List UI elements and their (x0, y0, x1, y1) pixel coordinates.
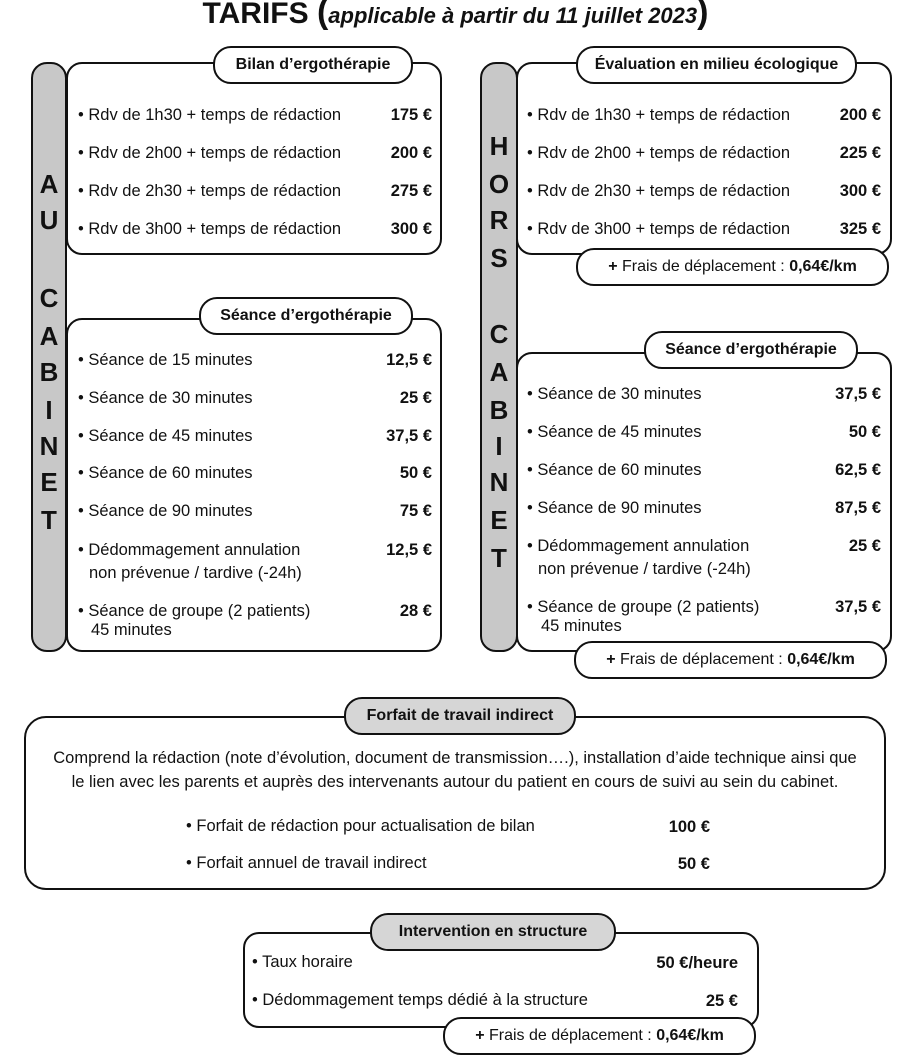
seance-hors-item-label: • Séance de 90 minutes (527, 499, 702, 517)
au-cabinet-letter: C (39, 283, 59, 313)
seance-au-item-line2: 45 minutes (91, 621, 172, 639)
intervention-item-price: 25 € (705, 992, 738, 1010)
bilan-item-price: 300 € (390, 220, 432, 238)
hors-cabinet-letter: T (491, 543, 507, 573)
bilan-item-label: • Rdv de 3h00 + temps de rédaction (78, 220, 342, 238)
title-open-paren: ( (316, 0, 329, 31)
seance-hors-item-line2: 45 minutes (541, 617, 622, 635)
forfait-item-label: • Forfait annuel de travail indirect (186, 854, 427, 872)
hors-cabinet-letter: C (489, 319, 509, 349)
evaluation-box (516, 62, 892, 255)
seance-au-item-label: • Séance de 45 minutes (78, 427, 253, 445)
title-main: TARIFS (202, 0, 309, 30)
seance-au-item-label: • Séance de 60 minutes (78, 464, 253, 482)
forfait-description-line1: Comprend la rédaction (note d’évolution, document de transmission….), installation d’aide technique ainsi que (53, 749, 857, 767)
intervention-item-label: • Dédommagement temps dédié à la structure (252, 991, 588, 1009)
seance-au-header: Séance d’ergothérapie (199, 297, 413, 335)
page-title (0, 0, 911, 34)
seance-hors-item-label: • Dédommagement annulation (527, 537, 750, 555)
seance-au-item-label: • Séance de 30 minutes (78, 389, 253, 407)
evaluation-item-price: 300 € (839, 182, 881, 200)
fee-text: Frais de déplacement : (617, 258, 790, 275)
seance-hors-item-label: • Séance de 30 minutes (527, 385, 702, 403)
seance-au-box (66, 318, 442, 652)
hors-cabinet-letter: A (489, 357, 509, 387)
bilan-item-label: • Rdv de 2h00 + temps de rédaction (78, 144, 342, 162)
evaluation-item-price: 225 € (839, 144, 881, 162)
seance-au-item-price: 28 € (399, 602, 432, 620)
seance-hors-header: Séance d’ergothérapie (644, 331, 858, 369)
seance-au-item-price: 37,5 € (386, 427, 432, 445)
seance-au-item-price: 75 € (399, 502, 432, 520)
evaluation-header: Évaluation en milieu écologique (576, 46, 857, 84)
evaluation-item-label: • Rdv de 2h30 + temps de rédaction (527, 182, 791, 200)
bilan-item-price: 175 € (390, 106, 432, 124)
seance-au-item-label: • Séance de 15 minutes (78, 351, 253, 369)
evaluation-item-label: • Rdv de 2h00 + temps de rédaction (527, 144, 791, 162)
forfait-description-line2: le lien avec les parents et auprès des intervenants autour du patient en cours de suivi au sein du cabinet. (71, 773, 839, 791)
evaluation-item-price: 200 € (839, 106, 881, 124)
au-cabinet-letter: T (41, 505, 57, 535)
seance-hors-item-price: 62,5 € (835, 461, 881, 479)
fee-text: Frais de déplacement : (484, 1027, 657, 1044)
bilan-box (66, 62, 442, 255)
hors-cabinet-letter: N (489, 467, 509, 497)
hors-cabinet-letter: I (495, 431, 503, 461)
au-cabinet-letter: N (39, 431, 59, 461)
fee-plus: + (475, 1027, 485, 1044)
intervention-header: Intervention en structure (370, 913, 616, 951)
seance-au-item-price: 12,5 € (386, 351, 432, 369)
evaluation-item-label: • Rdv de 3h00 + temps de rédaction (527, 220, 791, 238)
seance-hors-item-price: 37,5 € (835, 598, 881, 616)
fee-plus: + (608, 258, 618, 275)
title-close-paren: ) (697, 0, 709, 31)
hors-cabinet-letter: H (489, 131, 509, 161)
seance-hors-item-price: 37,5 € (835, 385, 881, 403)
hors-cabinet-letter: E (490, 505, 508, 535)
seance-au-item-price: 50 € (399, 464, 432, 482)
fee-plus: + (606, 651, 616, 668)
intervention-travel-fee (443, 1017, 756, 1055)
hors-cabinet-bar (480, 62, 518, 652)
hors-cabinet-letter: O (488, 169, 510, 199)
hors-cabinet-letter: R (489, 205, 509, 235)
forfait-item-label: • Forfait de rédaction pour actualisation de bilan (186, 817, 535, 835)
seance-hors-item-price: 50 € (848, 423, 881, 441)
fee-value: 0,64€/km (787, 651, 855, 668)
bilan-item-price: 275 € (390, 182, 432, 200)
seance-au-item-label: • Séance de groupe (2 patients) (78, 602, 311, 620)
fee-value: 0,64€/km (789, 258, 857, 275)
seance-hors-box (516, 352, 892, 652)
seance-hors-item-label: • Séance de 60 minutes (527, 461, 702, 479)
seance-hors-item-label: • Séance de groupe (2 patients) (527, 598, 760, 616)
au-cabinet-letter: A (39, 321, 59, 351)
forfait-item-price: 50 € (677, 855, 710, 873)
title-subtitle: applicable à partir du 11 juillet 2023 (328, 3, 698, 28)
fee-text: Frais de déplacement : (615, 651, 788, 668)
hors-cabinet-letter: S (490, 243, 508, 273)
au-cabinet-letter: B (39, 357, 59, 387)
seance-hors-item-price: 87,5 € (835, 499, 881, 517)
bilan-item-label: • Rdv de 2h30 + temps de rédaction (78, 182, 342, 200)
seance-hors-travel-fee (574, 641, 887, 679)
forfait-item-price: 100 € (668, 818, 710, 836)
au-cabinet-letter: I (45, 395, 53, 425)
bilan-header: Bilan d’ergothérapie (213, 46, 413, 84)
forfait-box (24, 716, 886, 890)
intervention-item-label: • Taux horaire (252, 953, 353, 971)
seance-au-item-label: • Séance de 90 minutes (78, 502, 253, 520)
bilan-item-price: 200 € (390, 144, 432, 162)
evaluation-item-label: • Rdv de 1h30 + temps de rédaction (527, 106, 791, 124)
seance-au-item-line2: non prévenue / tardive (-24h) (89, 564, 302, 582)
au-cabinet-letter: E (40, 467, 58, 497)
au-cabinet-bar (31, 62, 67, 652)
seance-au-item-price: 25 € (399, 389, 432, 407)
seance-hors-item-price: 25 € (848, 537, 881, 555)
seance-hors-item-label: • Séance de 45 minutes (527, 423, 702, 441)
seance-au-item-label: • Dédommagement annulation (78, 541, 301, 559)
seance-hors-item-line2: non prévenue / tardive (-24h) (538, 560, 751, 578)
seance-au-item-price: 12,5 € (386, 541, 432, 559)
fee-value: 0,64€/km (656, 1027, 724, 1044)
evaluation-travel-fee (576, 248, 889, 286)
intervention-item-price: 50 €/heure (656, 954, 738, 972)
hors-cabinet-letter: B (489, 395, 509, 425)
bilan-item-label: • Rdv de 1h30 + temps de rédaction (78, 106, 342, 124)
forfait-header: Forfait de travail indirect (344, 697, 576, 735)
au-cabinet-letter: U (39, 205, 59, 235)
au-cabinet-letter: A (39, 169, 59, 199)
evaluation-item-price: 325 € (839, 220, 881, 238)
